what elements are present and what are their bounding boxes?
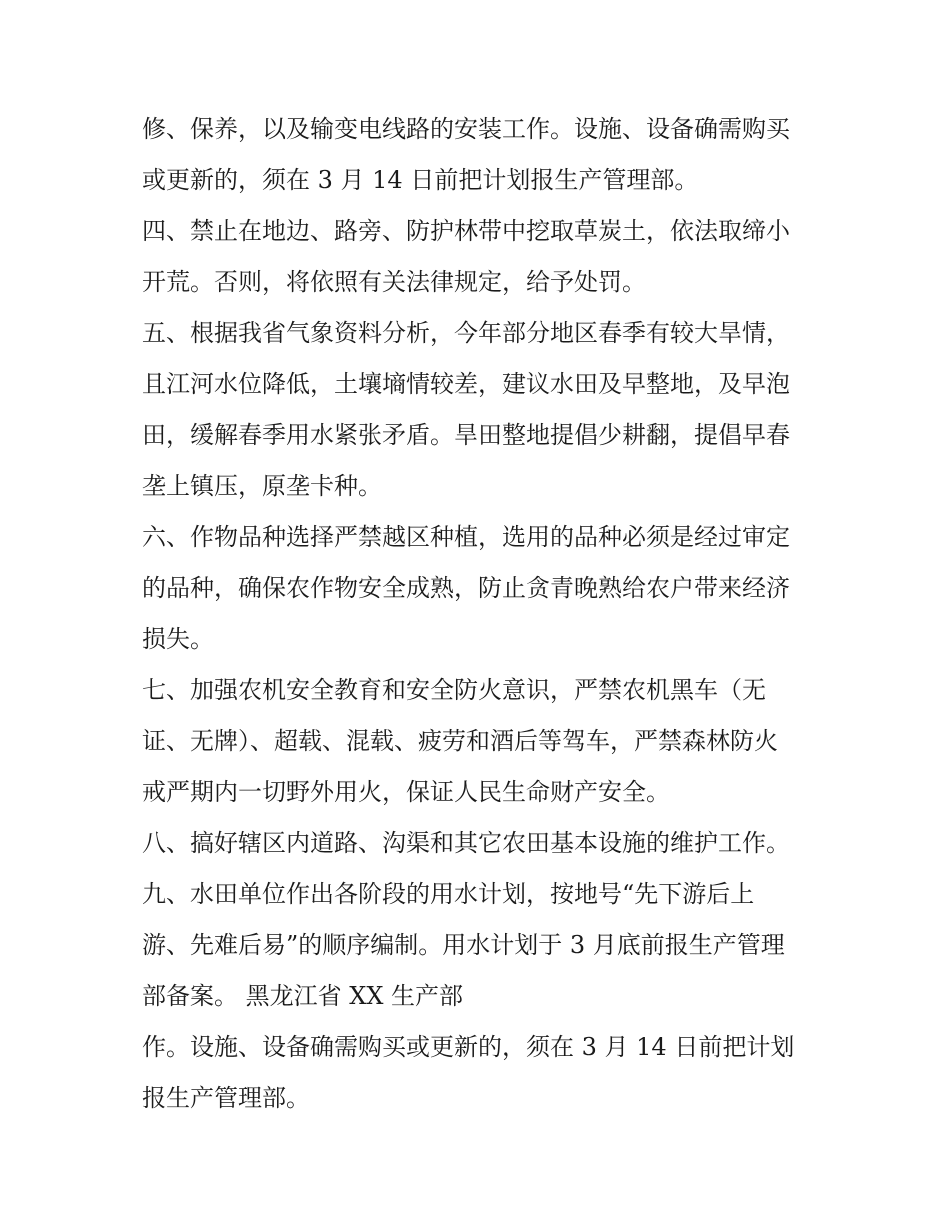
text-line-15: 八、搞好辖区内道路、沟渠和其它农田基本设施的维护工作。: [142, 829, 790, 857]
text-line-4: 开荒。否则，将依照有关法律规定，给予处罚。: [142, 268, 646, 296]
text-line-2: 或更新的，须在 3 月 14 日前把计划报生产管理部。: [142, 166, 699, 194]
document-body: [142, 104, 822, 1124]
text-line-12: 七、加强农机安全教育和安全防火意识，严禁农机黑车（无: [142, 676, 766, 704]
text-line-18: 部备案。 黑龙江省 XX 生产部: [142, 982, 464, 1010]
text-line-8: 垄上镇压，原垄卡种。: [142, 472, 382, 500]
text-line-20: 报生产管理部。: [142, 1084, 310, 1112]
text-line-1: 修、保养，以及输变电线路的安装工作。设施、设备确需购买: [142, 115, 790, 143]
text-line-19: 作。设施、设备确需购买或更新的，须在 3 月 14 日前把计划: [142, 1033, 795, 1061]
text-line-7: 田，缓解春季用水紧张矛盾。旱田整地提倡少耕翻，提倡早春: [142, 421, 790, 449]
text-line-11: 损失。: [142, 625, 214, 653]
text-line-13: 证、无牌）、超载、混载、疲劳和酒后等驾车，严禁森林防火: [142, 727, 778, 755]
text-line-17: 游、先难后易”的顺序编制。用水计划于 3 月底前报生产管理: [142, 931, 785, 959]
text-line-16: 九、水田单位作出各阶段的用水计划，按地号“先下游后上: [142, 880, 755, 908]
text-line-9: 六、作物品种选择严禁越区种植，选用的品种必须是经过审定: [142, 523, 790, 551]
text-line-10: 的品种，确保农作物安全成熟，防止贪青晚熟给农户带来经济: [142, 574, 790, 602]
text-line-14: 戒严期内一切野外用火，保证人民生命财产安全。: [142, 778, 670, 806]
text-line-5: 五、根据我省气象资料分析，今年部分地区春季有较大旱情，: [142, 319, 790, 347]
text-line-6: 且江河水位降低，土壤墒情较差，建议水田及早整地，及早泡: [142, 370, 790, 398]
text-line-3: 四、禁止在地边、路旁、防护林带中挖取草炭土，依法取缔小: [142, 217, 790, 245]
